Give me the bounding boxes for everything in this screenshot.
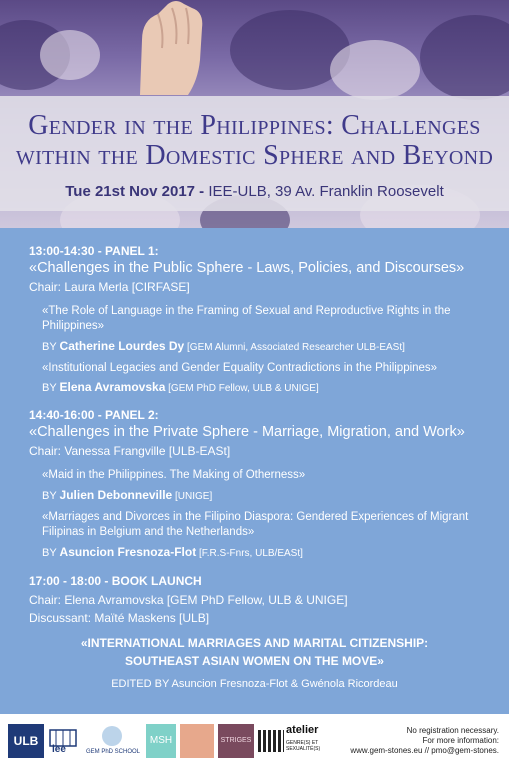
panel1-talk1-byline bbox=[42, 339, 405, 353]
sponsor-footer bbox=[0, 714, 509, 769]
note-line-3[interactable]: www.gem-stones.eu // pmo@gem-stones. bbox=[350, 746, 499, 755]
panel2-talk2-title: «Marriages and Divorces in the Filipino Diaspora: Gendered Experiences of Migrant Filipinas in Belgium and the Netherlands» bbox=[42, 511, 469, 538]
panel2-time: 14:40-16:00 - PANEL 2: bbox=[29, 408, 159, 422]
panel2-talk1-title: «Maid in the Philippines. The Making of Otherness» bbox=[42, 469, 306, 481]
book-title bbox=[0, 636, 509, 668]
panel1-talk2-title: «Institutional Legacies and Gender Equality Contradictions in the Philippines» bbox=[42, 362, 438, 374]
atelier-barcode-icon bbox=[258, 730, 284, 752]
la-logo bbox=[180, 724, 214, 758]
panel2-talk1-byline bbox=[42, 488, 212, 502]
event-title-line-1: Gender in the Philippines: Challenges bbox=[28, 110, 481, 141]
date-venue bbox=[0, 183, 509, 200]
panel2-talk2-byline bbox=[42, 545, 303, 559]
editor-names: Asuncion Fresnoza-Flot & Gwénola Ricordeau bbox=[169, 678, 398, 690]
book-chair: Chair: Elena Avramovska [GEM PhD Fellow, ULB & UNIGE] bbox=[29, 593, 348, 607]
program-section bbox=[0, 228, 509, 714]
iee-label: iee bbox=[52, 744, 66, 755]
raised-fist-icon bbox=[128, 0, 214, 95]
speaker-name: Julien Debonneville bbox=[59, 488, 173, 502]
msh-logo: MSH bbox=[146, 724, 176, 758]
book-editors bbox=[0, 678, 509, 690]
atelier-label: atelier bbox=[286, 724, 319, 736]
panel2-title: «Challenges in the Private Sphere - Marriage, Migration, and Work» bbox=[29, 424, 465, 440]
atelier-logo bbox=[258, 724, 328, 758]
by-label: BY bbox=[42, 341, 60, 353]
speaker-name: Catherine Lourdes Dy bbox=[59, 339, 185, 353]
gem-logo bbox=[84, 724, 142, 758]
panel1-chair: Chair: Laura Merla [CIRFASE] bbox=[29, 280, 190, 294]
edited-by-label: EDITED BY bbox=[111, 678, 170, 690]
speaker-name: Asuncion Fresnoza-Flot bbox=[59, 545, 197, 559]
gem-label: GEM PhD SCHOOL bbox=[85, 749, 140, 755]
header-photo bbox=[0, 0, 509, 228]
ulb-logo: ULB bbox=[8, 724, 44, 758]
speaker-affiliation: [F.R.S-Fnrs, ULB/EASt] bbox=[196, 548, 303, 559]
striges-logo: STRIGES bbox=[218, 724, 254, 758]
iee-logo bbox=[46, 724, 80, 758]
event-date: Tue 21st Nov 2017 - bbox=[65, 183, 205, 200]
book-title-line-1: «INTERNATIONAL MARRIAGES AND MARITAL CITIZENSHIP: bbox=[80, 636, 429, 650]
by-label: BY bbox=[42, 382, 60, 394]
title-banner bbox=[0, 96, 509, 211]
panel1-title: «Challenges in the Public Sphere - Laws, Policies, and Discourses» bbox=[29, 260, 465, 276]
note-line-2: For more information: bbox=[422, 736, 499, 745]
panel1-talk1-title: «The Role of Language in the Framing of Sexual and Reproductive Rights in the Philippines» bbox=[42, 305, 451, 332]
event-title-line-2: within the Domestic Sphere and Beyond bbox=[15, 140, 494, 171]
registration-note bbox=[350, 726, 499, 756]
panel1-time: 13:00-14:30 - PANEL 1: bbox=[29, 244, 159, 258]
speaker-affiliation: [GEM Alumni, Associated Researcher ULB-EASt] bbox=[184, 342, 405, 353]
by-label: BY bbox=[42, 547, 60, 559]
by-label: BY bbox=[42, 490, 60, 502]
gem-circle-icon bbox=[102, 726, 122, 746]
panel2-chair: Chair: Vanessa Frangville [ULB-EASt] bbox=[29, 444, 231, 458]
note-line-1: No registration necessary. bbox=[406, 726, 499, 735]
speaker-name: Elena Avramovska bbox=[59, 380, 166, 394]
speaker-affiliation: [UNIGE] bbox=[172, 491, 213, 502]
speaker-affiliation: [GEM PhD Fellow, ULB & UNIGE] bbox=[165, 383, 319, 394]
book-launch-time: 17:00 - 18:00 - BOOK LAUNCH bbox=[29, 574, 202, 588]
event-venue: IEE-ULB, 39 Av. Franklin Roosevelt bbox=[204, 183, 444, 200]
book-title-line-2: SOUTHEAST ASIAN WOMEN ON THE MOVE» bbox=[125, 654, 384, 668]
atelier-sub: GENRE(S) ET SEXUALITÉ(S) bbox=[286, 740, 321, 752]
book-discussant: Discussant: Maïté Maskens [ULB] bbox=[29, 611, 210, 625]
panel1-talk2-byline bbox=[42, 380, 319, 394]
